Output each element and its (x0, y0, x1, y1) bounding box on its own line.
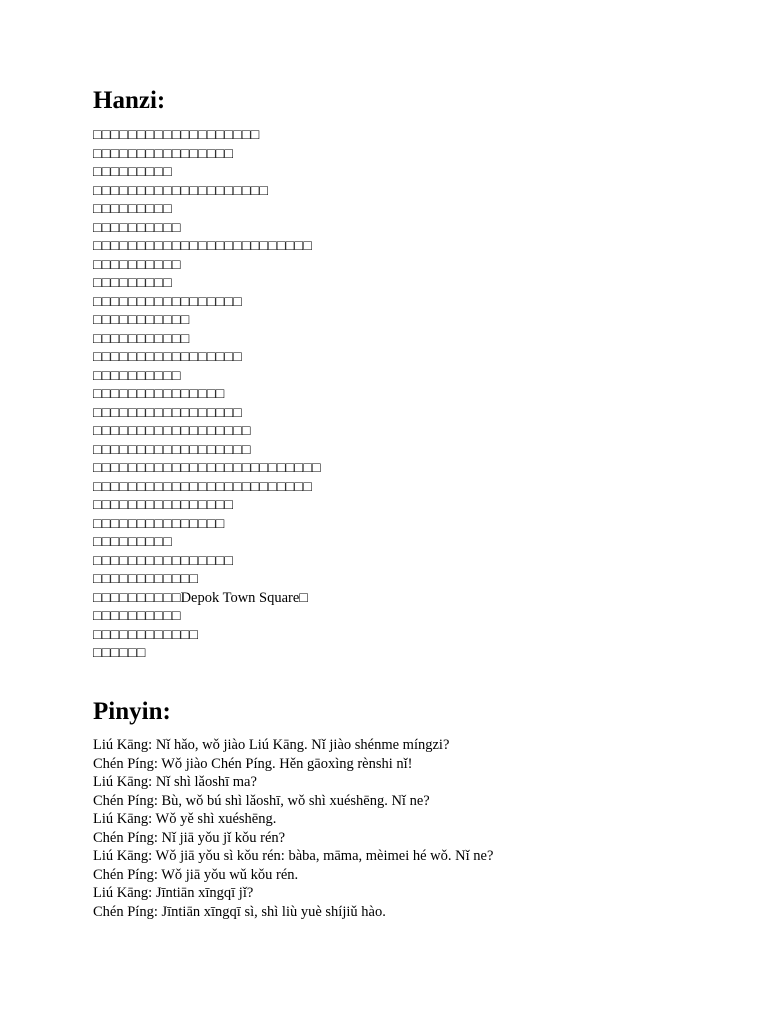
pinyin-text-block (93, 736, 493, 921)
hanzi-line: □□□□□□□□□□□□□□□ (93, 515, 225, 532)
hanzi-line: □□□□□□□□□□ (93, 608, 181, 624)
hanzi-line: □□□□□□□□□□ (93, 219, 181, 236)
pinyin-heading: Pinyin: (93, 698, 171, 725)
pinyin-line: Chén Píng: Jīntiān xīngqī sì, shì liù yuè shíjiǔ hào. (93, 903, 386, 920)
hanzi-line: □□□□□□□□□□□□□□□□□□□□□□□□□□ (93, 460, 321, 476)
hanzi-line: □□□□□□□□□□□□□□□□□□□ (93, 127, 260, 143)
hanzi-line: □□□□□□□□□ (93, 164, 172, 180)
hanzi-line: □□□□□□□□□□Depok Town Square□ (93, 589, 309, 606)
pinyin-line: Chén Píng: Wǒ jiào Chén Píng. Hěn gāoxìng rènshi nǐ! (93, 755, 413, 772)
hanzi-line: □□□□□□□□□□□□□□□□□□ (93, 441, 251, 458)
pinyin-line: Chén Píng: Wǒ jiā yǒu wǔ kǒu rén. (93, 866, 299, 883)
pinyin-line: Liú Kāng: Wǒ yě shì xuéshēng. (93, 811, 277, 827)
pinyin-line: Chén Píng: Bù, wǒ bú shì lǎoshī, wǒ shì xuéshēng. Nǐ ne? (93, 792, 430, 809)
hanzi-line: □□□□□□□□□□□□□□□□ (93, 552, 234, 569)
pinyin-line: Liú Kāng: Nǐ hǎo, wǒ jiào Liú Kāng. Nǐ jiào shénme míngzi? (93, 737, 450, 753)
pinyin-line: Liú Kāng: Jīntiān xīngqī jǐ? (93, 885, 254, 901)
pinyin-line: Liú Kāng: Nǐ shì lǎoshī ma? (93, 774, 257, 790)
hanzi-heading: Hanzi: (93, 87, 166, 114)
hanzi-line: □□□□□□□□□□□□ (93, 626, 199, 643)
hanzi-line: □□□□□□ (93, 645, 146, 661)
hanzi-line: □□□□□□□□□□□□□□□□□ (93, 349, 242, 365)
hanzi-line: □□□□□□□□□□□□□□□□□ (93, 293, 242, 310)
hanzi-line: □□□□□□□□□□□□□□□□□□□□□□□□□ (93, 478, 312, 495)
hanzi-line: □□□□□□□□□□□ (93, 312, 190, 328)
hanzi-line: □□□□□□□□□□ (93, 256, 181, 273)
hanzi-line: □□□□□□□□□ (93, 201, 172, 217)
hanzi-line: □□□□□□□□□□□□□□□□□□ (93, 423, 251, 439)
hanzi-line: □□□□□□□□□□□□□□□□□□□□ (93, 182, 269, 199)
hanzi-line: □□□□□□□□□□□ (93, 330, 190, 347)
hanzi-line: □□□□□□□□□ (93, 275, 172, 291)
hanzi-line: □□□□□□□□□□□□□□□□□□□□□□□□□ (93, 238, 312, 254)
pinyin-line: Liú Kāng: Wǒ jiā yǒu sì kǒu rén: bàba, māma, mèimei hé wǒ. Nǐ ne? (93, 848, 494, 864)
hanzi-line: □□□□□□□□□□ (93, 367, 181, 384)
hanzi-line: □□□□□□□□□□□□□□□□ (93, 497, 234, 513)
pinyin-line: Chén Píng: Nǐ jiā yǒu jǐ kǒu rén? (93, 829, 286, 846)
hanzi-line: □□□□□□□□□□□□□□□ (93, 386, 225, 402)
hanzi-line: □□□□□□□□□ (93, 534, 172, 550)
hanzi-line: □□□□□□□□□□□□ (93, 571, 199, 587)
hanzi-text-block (93, 126, 321, 663)
hanzi-line: □□□□□□□□□□□□□□□□□ (93, 404, 242, 421)
hanzi-line: □□□□□□□□□□□□□□□□ (93, 145, 234, 162)
